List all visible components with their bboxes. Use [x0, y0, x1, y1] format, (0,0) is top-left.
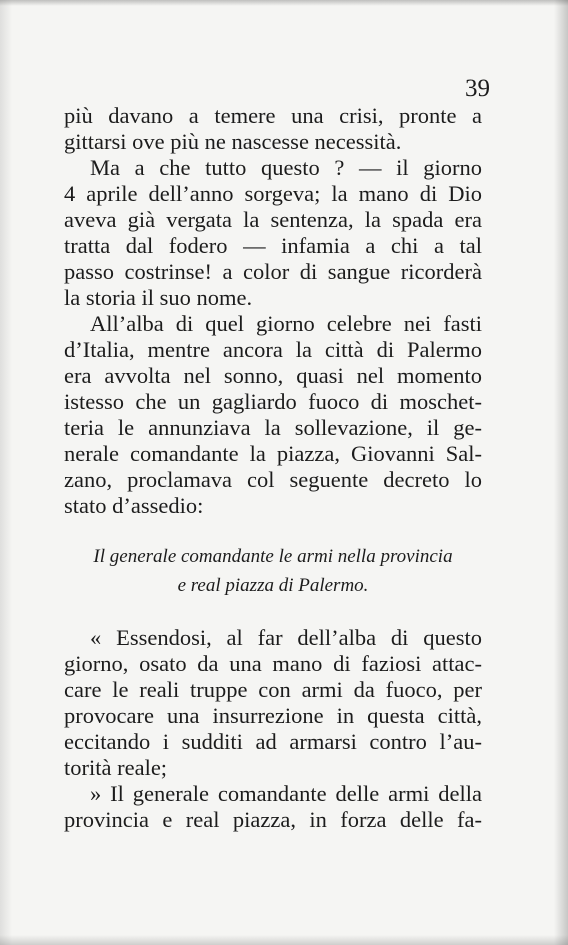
text-line: giorno, osato da una mano di faziosi attac-: [64, 651, 482, 676]
text-line: eccitando i sudditi ad armarsi contro l’au-: [64, 729, 482, 754]
text-line: stato d’assedio:: [64, 493, 204, 518]
text-line: era avvolta nel sonno, quasi nel momento: [64, 363, 482, 388]
text-line: provincia e real piazza, in forza delle fa-: [64, 807, 482, 832]
text-line: zano, proclamava col seguente decreto lo: [64, 467, 482, 492]
page-number: 39: [465, 75, 490, 102]
text-line: gittarsi ove più ne nascesse necessità.: [64, 129, 402, 154]
decree-heading-line2: e real piazza di Palermo.: [177, 575, 369, 596]
page-edge-right: [554, 0, 568, 945]
decree-heading-line1: Il generale comandante le armi nella provincia: [93, 546, 453, 567]
text-line: All’alba di quel giorno celebre nei fasti: [90, 311, 482, 336]
text-line: istesso che un gagliardo fuoco di moschet-: [64, 389, 482, 414]
text-line: teria le annunziava la sollevazione, il ge-: [64, 415, 482, 440]
page-edge-left: [0, 0, 12, 945]
text-line: aveva già vergata la sentenza, la spada era: [64, 207, 482, 232]
text-line: « Essendosi, al far dell’alba di questo: [90, 625, 482, 650]
text-line: più davano a temere una crisi, pronte a: [64, 103, 482, 128]
text-line: » Il generale comandante delle armi della: [90, 781, 482, 806]
text-line: care le reali truppe con armi da fuoco, per: [64, 677, 482, 702]
text-line: tratta dal fodero — infamia a chi a tal: [64, 233, 482, 258]
text-line: Ma a che tutto questo ? — il giorno: [90, 155, 482, 180]
page-edge-bottom: [0, 935, 568, 945]
text-line: d’Italia, mentre ancora la città di Palermo: [64, 337, 482, 362]
text-line: torità reale;: [64, 755, 168, 780]
text-line: nerale comandante la piazza, Giovanni Sal-: [64, 441, 482, 466]
text-line: la storia il suo nome.: [64, 285, 253, 310]
text-line: provocare una insurrezione in questa città,: [64, 703, 482, 728]
text-line: passo costrinse! a color di sangue ricorderà: [64, 259, 482, 284]
text-line: 4 aprile dell’anno sorgeva; la mano di Dio: [64, 181, 482, 206]
page-edge-top: [0, 0, 568, 6]
